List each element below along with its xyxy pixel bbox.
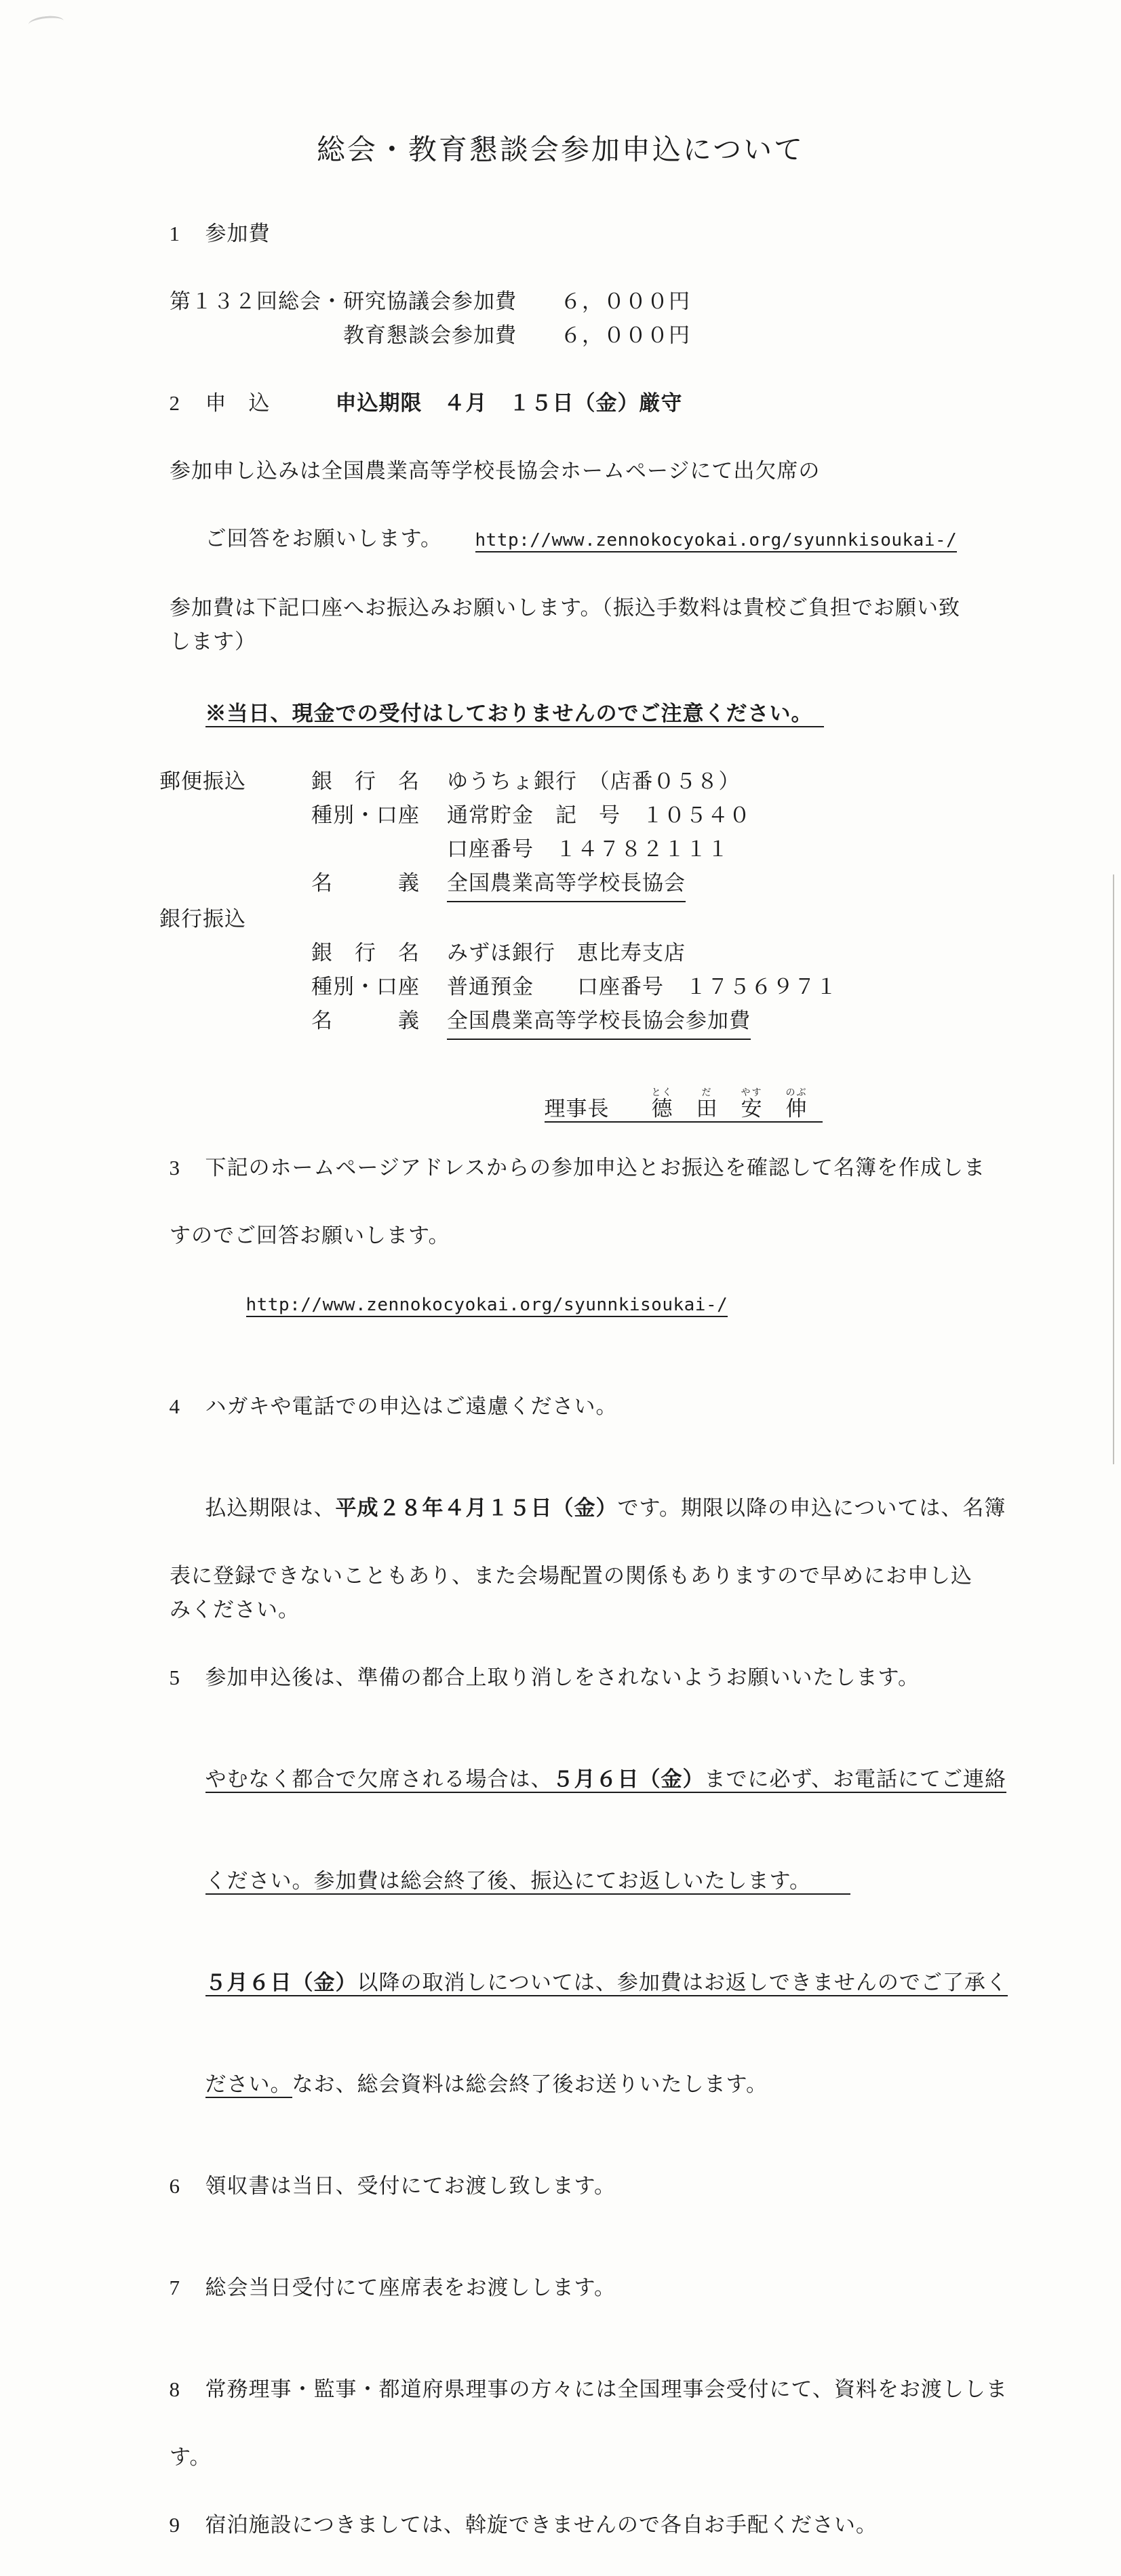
column-spacer xyxy=(159,832,311,866)
postal-transfer-row xyxy=(159,866,1121,902)
cancel-pre: やむなく都合で欠席される場合は、 xyxy=(205,1767,553,1791)
furigana-text: だ xyxy=(696,1088,718,1098)
postal-transfer-row xyxy=(159,799,1121,832)
item3-body-line: すのでご回答お願いします。 xyxy=(170,1224,450,1247)
cash-notice-text: ※当日、現金での受付はしておりませんのでご注意ください。 xyxy=(205,702,824,727)
bank-transfer-row xyxy=(159,970,1121,1004)
document-body xyxy=(0,168,1121,2576)
bank-transfer-row xyxy=(159,936,1121,970)
column-spacer xyxy=(159,1004,311,1040)
column-spacer xyxy=(159,970,311,1004)
item5-body-line xyxy=(170,1932,1121,2034)
chairman-name-kanji: 德 xyxy=(651,1097,673,1121)
list-number-6: 6 xyxy=(169,2174,180,2198)
item7-line xyxy=(134,2237,1121,2339)
item2-body-line: します） xyxy=(170,630,256,653)
account-holder-label: 名 義 xyxy=(311,871,420,895)
fee-line-2: 教育懇談会参加費 ６，０００円 xyxy=(343,323,690,347)
account-holder-value: 全国農業高等学校長協会参加費 xyxy=(447,1004,751,1040)
item2-body-line: 参加申し込みは全国農業高等学校長協会ホームページにて出欠席の xyxy=(170,459,821,483)
payment-method-label: 郵便振込 xyxy=(159,769,246,793)
chairman-name-kanji: 安 xyxy=(741,1097,763,1121)
furigana-text: のぶ xyxy=(785,1088,808,1098)
cancel-post: までに必ず、お電話にてご連絡 xyxy=(704,1767,1007,1791)
chairman-title: 理事長 xyxy=(544,1097,610,1121)
column-spacer xyxy=(159,936,311,970)
bank-name-value: みずほ銀行 恵比寿支店 xyxy=(447,941,686,965)
item3-heading-line xyxy=(134,1117,1121,1219)
account-type-label: 種別・口座 xyxy=(311,975,420,999)
no-refund-post: 以降の取消しについては、参加費はお返しできませんのでご了承く xyxy=(357,1971,1008,1994)
scan-edge-shadow xyxy=(1113,874,1114,1464)
application-url: http://www.zennokocyokai.org/syunnkisoukai-/ xyxy=(475,530,958,552)
item8-text: 常務理事・監事・都道府県理事の方々には全国理事会受付にて、資料をお渡ししま xyxy=(205,2377,1008,2401)
chairman-name-char xyxy=(785,1088,808,1121)
item4-heading-line xyxy=(134,1356,1121,1457)
account-number-value: 口座番号 １４７８２１１１ xyxy=(447,837,729,861)
payment-deadline-pre: 払込期限は、 xyxy=(205,1496,336,1520)
bank-name-label: 銀 行 名 xyxy=(311,769,420,793)
item2-body-line: 参加費は下記口座へお振込みお願いします。（振込手数料は貴校ご負担でお願い致 xyxy=(170,596,961,620)
refund-notice-text: ください。参加費は総会終了後、振込にてお返しいたします。 xyxy=(205,1869,851,1895)
no-refund-date: ５月６日（金） xyxy=(205,1971,357,1994)
column-spacer xyxy=(159,799,311,832)
item4-body-line: 表に登録できないこともあり、また会場配置の関係もありますので早めにお申し込 xyxy=(170,1564,972,1588)
chairman-signature xyxy=(544,1088,823,1123)
item4-body-line: みください。 xyxy=(170,1598,300,1622)
chairman-name-char xyxy=(741,1088,763,1121)
list-number-4: 4 xyxy=(169,1394,180,1418)
item8-line xyxy=(134,2339,1121,2440)
item5-heading-line xyxy=(134,1627,1121,1729)
chairman-name-kanji: 田 xyxy=(696,1097,718,1121)
list-number-8: 8 xyxy=(169,2377,180,2401)
item6-line xyxy=(134,2135,1121,2237)
column-spacer xyxy=(159,866,311,902)
item2-heading-line xyxy=(134,353,1121,454)
item5-body-line xyxy=(170,1729,1121,1830)
list-number-9: 9 xyxy=(169,2513,180,2537)
list-number-3: 3 xyxy=(169,1156,180,1180)
column-spacer xyxy=(311,832,447,866)
item9-text: 宿泊施設につきましては、斡旋できませんので各自お手配ください。 xyxy=(205,2513,878,2537)
page-title: 総会・教育懇談会参加申込について xyxy=(316,135,805,166)
item4-body-line xyxy=(170,1457,1121,1559)
account-holder-label: 名 義 xyxy=(311,1009,420,1032)
no-refund-notice-text xyxy=(205,1971,1008,1996)
reply-request-text: ご回答をお願いします。 xyxy=(205,527,475,550)
account-holder-value: 全国農業高等学校長協会 xyxy=(447,866,686,902)
list-number-2: 2 xyxy=(169,391,180,415)
cash-notice-line xyxy=(170,663,1121,765)
bank-transfer-row xyxy=(159,1004,1121,1040)
payment-deadline-date: 平成２８年４月１５日（金） xyxy=(335,1496,618,1520)
application-deadline-text: 申込期限 ４月 １５日（金）厳守 xyxy=(335,391,683,415)
confirmation-url: http://www.zennokocyokai.org/syunnkisoukai-/ xyxy=(246,1295,728,1317)
account-type-value: 通常貯金 記 号 １０５４０ xyxy=(447,803,751,827)
bank-name-label: 銀 行 名 xyxy=(311,941,420,965)
item5-body-line xyxy=(170,2034,1121,2135)
item2-heading: 申 込 xyxy=(205,391,336,415)
item9-line xyxy=(134,2474,1121,2576)
postal-transfer-row xyxy=(159,765,1121,799)
account-type-value: 普通預金 口座番号 １７５６９７１ xyxy=(447,975,838,999)
item7-text: 総会当日受付にて座席表をお渡しします。 xyxy=(205,2276,616,2299)
list-number-5: 5 xyxy=(169,1666,180,1689)
chairman-name-kanji: 伸 xyxy=(785,1097,808,1121)
list-number-1: 1 xyxy=(169,222,180,245)
item5-body-line xyxy=(170,1830,1121,1932)
furigana-text: とく xyxy=(651,1088,673,1098)
item1-heading: 参加費 xyxy=(205,222,271,245)
fee-line-1: 第１３２回総会・研究協議会参加費 ６，０００円 xyxy=(170,289,690,313)
item1-heading-line xyxy=(134,183,1121,285)
cancellation-notice-text xyxy=(205,1767,1007,1793)
account-type-label: 種別・口座 xyxy=(311,803,420,827)
payment-method-label: 銀行振込 xyxy=(159,907,246,931)
no-refund-notice-tail: ださい。 xyxy=(205,2072,292,2098)
chairman-signature-line xyxy=(509,1052,1121,1121)
materials-notice-text: なお、総会資料は総会終了後お送りいたします。 xyxy=(292,2072,768,2096)
payment-deadline-post: です。期限以降の申込については、名簿 xyxy=(617,1496,1006,1520)
chairman-name-char xyxy=(651,1088,673,1121)
item6-text: 領収書は当日、受付にてお渡し致します。 xyxy=(205,2174,616,2198)
chairman-name-char xyxy=(696,1088,718,1121)
list-number-7: 7 xyxy=(169,2276,180,2299)
postal-transfer-row xyxy=(159,832,1121,866)
confirmation-url-line xyxy=(210,1253,1121,1356)
item4-text: ハガキや電話での申込はご遠慮ください。 xyxy=(205,1394,618,1418)
cancel-deadline-date: ５月６日（金） xyxy=(552,1767,705,1791)
item5-text: 参加申込後は、準備の都合上取り消しをされないようお願いいたします。 xyxy=(205,1666,920,1689)
bank-name-value: ゆうちょ銀行 （店番０５８） xyxy=(447,769,741,793)
furigana-text: やす xyxy=(741,1088,763,1098)
item8-body-line: す。 xyxy=(170,2445,212,2469)
item3-text: 下記のホームページアドレスからの参加申込とお振込を確認して名簿を作成しま xyxy=(205,1156,985,1180)
bank-transfer-row xyxy=(159,902,1121,936)
item2-body-line xyxy=(170,488,1121,591)
